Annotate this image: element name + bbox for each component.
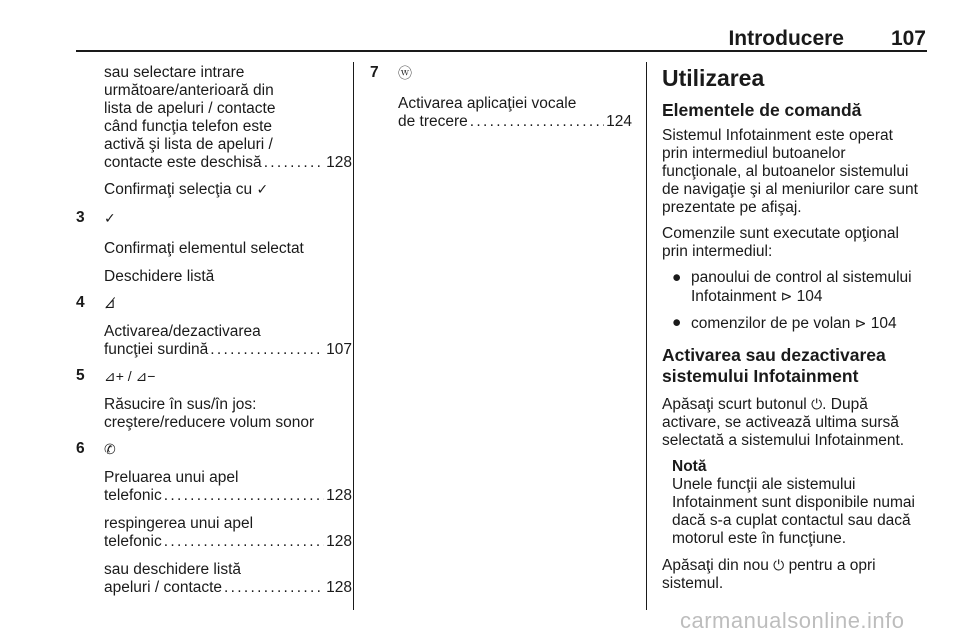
text-line: Sistemul Infotainment este operat xyxy=(662,127,893,144)
text-line: selectată a sistemului Infotainment. xyxy=(662,432,905,449)
toc-entry xyxy=(104,154,352,172)
item-text: Confirmaţi elementul selectat xyxy=(104,240,304,257)
item-number: 4 xyxy=(76,294,85,311)
item-7 xyxy=(370,64,632,131)
volume-up-down-icon: ⊿+ / ⊿− xyxy=(104,368,156,384)
text-span: Apăsaţi din nou xyxy=(662,557,769,574)
header-title: Introducere xyxy=(728,27,844,50)
item-text: respingerea unui apel xyxy=(104,515,254,532)
power-icon: ⏻ xyxy=(811,396,823,412)
paragraph xyxy=(662,225,930,261)
text-line: Unele funcţii ale sistemului xyxy=(672,476,856,493)
entry-text: contacte este deschisă xyxy=(104,154,262,171)
note-box xyxy=(662,458,930,548)
dot-leader xyxy=(224,579,324,597)
subsection-title: Elementele de comandă xyxy=(662,100,862,120)
text-line: următoare/anterioară din xyxy=(104,82,274,99)
text-line: sau selectare intrare xyxy=(104,64,245,81)
text-line: prin intermediul: xyxy=(662,243,773,260)
power-icon: ⏻ xyxy=(773,557,785,573)
item-number: 5 xyxy=(76,367,85,384)
page-ref-link[interactable]: 104 xyxy=(796,288,823,305)
text-line: funcţionale, al butoanelor sistemului xyxy=(662,163,909,180)
page-ref-arrow-icon: ⊳ xyxy=(780,288,793,304)
item-text: comenzilor de pe volan xyxy=(691,315,851,332)
item-6 xyxy=(76,440,352,597)
text-line: motorul este în funcţiune. xyxy=(672,530,847,547)
text-line xyxy=(662,556,930,575)
checkmark-icon: ✓ xyxy=(104,210,116,226)
text-line: Infotainment sunt disponibile numai xyxy=(672,494,915,511)
item-5 xyxy=(76,367,352,432)
entry-text: de trecere xyxy=(398,113,468,130)
list-item xyxy=(662,269,930,306)
page-ref-link[interactable]: 104 xyxy=(870,315,897,332)
text-line: activă şi lista de apeluri / xyxy=(104,136,273,153)
item-3 xyxy=(76,209,352,286)
item-text: Deschidere listă xyxy=(104,268,215,285)
item-number: 3 xyxy=(76,209,85,226)
page-ref-link[interactable]: 128 xyxy=(326,579,352,596)
text-line: lista de apeluri / contacte xyxy=(104,100,276,117)
list-item xyxy=(662,314,930,333)
toc-entry xyxy=(104,341,352,359)
entry-text: funcţiei surdină xyxy=(104,341,209,358)
dot-leader xyxy=(210,341,324,359)
mute-icon: ⊿̸ xyxy=(104,295,116,311)
dot-leader xyxy=(470,113,604,131)
dot-leader xyxy=(164,487,324,505)
text-line xyxy=(662,395,930,414)
entry-text: telefonic xyxy=(104,533,162,550)
item-text: panoului de control al sistemului xyxy=(691,269,912,286)
text-line: activare, se activează ultima sursă xyxy=(662,414,899,431)
page-ref-link[interactable]: 128 xyxy=(326,487,352,504)
text-line: prin intermediul butoanelor xyxy=(662,145,846,162)
page-ref-link[interactable]: 128 xyxy=(326,533,352,550)
text-line: când funcţia telefon este xyxy=(104,118,273,135)
item-text: creştere/reducere volum sonor xyxy=(104,414,315,431)
paragraph xyxy=(662,395,930,450)
bullet-list xyxy=(662,269,930,333)
paragraph xyxy=(662,556,930,593)
item-text: Infotainment xyxy=(691,288,777,305)
voice-icon: ⓦ xyxy=(398,65,412,81)
heading-line: sistemului Infotainment xyxy=(662,366,859,386)
section-title: Utilizarea xyxy=(662,65,765,91)
watermark: carmanualsonline.info xyxy=(680,608,905,633)
page-ref-arrow-icon: ⊳ xyxy=(854,315,867,331)
checkmark-icon: ✓ xyxy=(256,181,269,197)
text-span: pentru a opri xyxy=(788,557,876,574)
page-number: 107 xyxy=(890,27,926,50)
toc-entry xyxy=(104,533,352,551)
toc-entry xyxy=(104,487,352,505)
item-text: Răsucire în sus/în jos: xyxy=(104,396,257,413)
page-header xyxy=(76,26,926,52)
item-number: 7 xyxy=(370,64,379,81)
bullet-icon: ● xyxy=(672,269,682,286)
text-span: . După xyxy=(822,396,868,413)
text-span: Apăsaţi scurt butonul xyxy=(662,396,807,413)
item-text: Preluarea unui apel xyxy=(104,469,239,486)
entry-text: telefonic xyxy=(104,487,162,504)
toc-entry xyxy=(398,113,632,131)
continued-entry xyxy=(76,64,352,199)
column-1 xyxy=(76,64,352,597)
paragraph xyxy=(662,127,930,217)
text-line: prezentate pe afişaj. xyxy=(662,199,802,216)
entry-text: apeluri / contacte xyxy=(104,579,223,596)
confirm-selection-text xyxy=(104,180,352,199)
item-text: Activarea aplicaţiei vocale xyxy=(398,95,577,112)
column-3 xyxy=(662,64,930,593)
phone-icon: ✆ xyxy=(104,441,116,457)
text-line: dacă s-a cuplat contactul sau dacă xyxy=(672,512,911,529)
heading-line: Activarea sau dezactivarea xyxy=(662,345,886,365)
page-ref-link[interactable]: 124 xyxy=(606,113,632,130)
subsection-title xyxy=(662,345,930,387)
item-4 xyxy=(76,294,352,359)
text-line: sistemul. xyxy=(662,575,724,592)
column-divider-1 xyxy=(353,62,354,610)
text-line: de navigaţie şi al meniurilor care sunt xyxy=(662,181,918,198)
page-ref-link[interactable]: 128 xyxy=(326,154,352,171)
bullet-icon: ● xyxy=(672,314,682,331)
column-divider-2 xyxy=(646,62,647,610)
header-rule xyxy=(76,50,927,52)
dot-leader xyxy=(264,154,324,172)
text-line: Comenzile sunt executate opţional xyxy=(662,225,899,242)
note-title: Notă xyxy=(672,458,707,475)
item-number: 6 xyxy=(76,440,85,457)
toc-entry xyxy=(104,579,352,597)
item-text: Activarea/dezactivarea xyxy=(104,323,261,340)
text-span: Confirmaţi selecţia cu xyxy=(104,181,253,198)
item-text: sau deschidere listă xyxy=(104,561,241,578)
page-ref-link[interactable]: 107 xyxy=(326,341,352,358)
dot-leader xyxy=(164,533,324,551)
column-2 xyxy=(370,64,632,131)
